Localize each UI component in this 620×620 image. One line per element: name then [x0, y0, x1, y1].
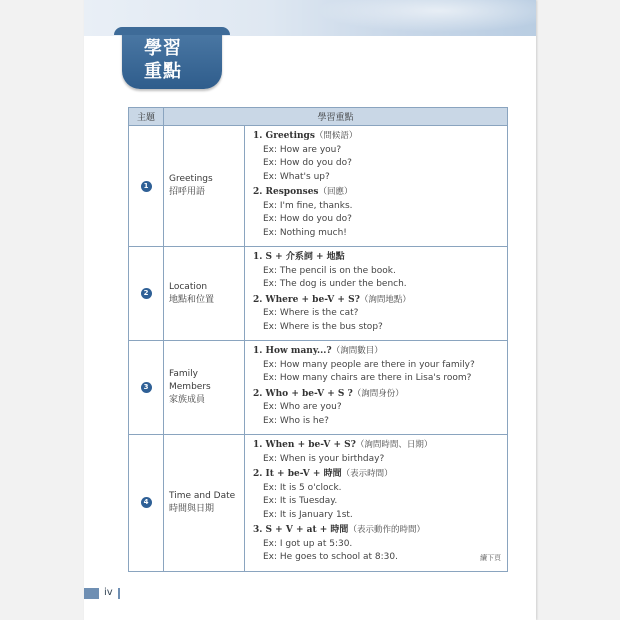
point-heading-text: 2. Responses: [253, 187, 319, 197]
example-sentence: Ex: How many people are there in your family?: [263, 359, 475, 370]
point-heading: [253, 388, 507, 402]
row-number-badge: 4: [141, 497, 152, 508]
point-heading: [253, 345, 507, 359]
example-sentence: Ex: Nothing much!: [263, 227, 347, 238]
point-heading: [253, 468, 507, 482]
header-points: 學習重點: [164, 108, 508, 126]
point-heading-note: （表示時間）: [341, 469, 393, 479]
table-row: [129, 341, 508, 435]
continued-label: 續下頁: [480, 554, 501, 562]
topic-cell: [164, 247, 245, 341]
point-heading-text: 1. Greetings: [253, 131, 315, 141]
topic-line: Time and Date: [169, 490, 236, 501]
point-group: [253, 294, 507, 335]
points-cell: [245, 247, 508, 341]
points-cell: [245, 126, 508, 247]
example-sentence: Ex: He goes to school at 8:30.: [263, 552, 398, 562]
example-sentence: Ex: I got up at 5:30.: [263, 538, 353, 549]
example-sentence: Ex: The dog is under the bench.: [263, 279, 407, 289]
row-number-badge: 1: [141, 181, 152, 192]
page-number: iv: [104, 587, 113, 598]
point-group: [253, 345, 507, 386]
point-heading-note: （表示動作的時間）: [348, 525, 425, 535]
point-heading-text: 2. Who + be-V + S ?: [253, 388, 353, 399]
row-number-cell: [129, 126, 164, 247]
point-heading-text: 3. S + V + at + 時間: [253, 525, 349, 535]
point-heading-text: 1. How many...?: [253, 346, 332, 356]
row-number-badge: 3: [141, 382, 152, 393]
example-sentence: Ex: How many chairs are there in Lisa's room?: [263, 373, 472, 383]
example-sentence: Ex: It is Tuesday.: [263, 496, 338, 506]
point-heading: [253, 130, 507, 144]
point-heading-note: （詢問數目）: [331, 346, 383, 356]
example-sentence: Ex: Who are you?: [263, 402, 342, 412]
point-heading-text: 2. Where + be-V + S?: [253, 294, 360, 305]
point-group: [253, 251, 507, 292]
topic-line: Family: [169, 369, 198, 379]
section-banner: [122, 27, 222, 89]
section-title-line-2: 重點: [144, 61, 182, 82]
footer-bar: [84, 588, 99, 599]
learning-points-table: [128, 107, 508, 572]
point-group: [253, 388, 507, 429]
point-heading-text: 1. When + be-V + S?: [253, 440, 356, 450]
point-heading: [253, 439, 507, 453]
topic-line: 家族成員: [169, 395, 206, 405]
example-sentence: Ex: Where is the cat?: [263, 308, 359, 318]
example-sentence: Ex: When is your birthday?: [263, 453, 385, 464]
table-header-row: [129, 108, 508, 126]
example-sentence: Ex: What's up?: [263, 171, 330, 182]
example-sentence: Ex: I'm fine, thanks.: [263, 200, 353, 211]
point-heading-note: （詢問身份）: [352, 388, 404, 399]
point-heading-text: 1. S + 介系詞 + 地點: [253, 252, 345, 262]
example-sentence: Ex: The pencil is on the book.: [263, 265, 396, 276]
point-group: [253, 439, 507, 466]
topic-line: Members: [169, 382, 211, 392]
points-cell: [245, 435, 508, 572]
table-row: [129, 126, 508, 247]
row-number-cell: [129, 341, 164, 435]
example-sentence: Ex: Who is he?: [263, 415, 329, 426]
point-heading-note: （詢問地點）: [359, 294, 411, 305]
point-group: [253, 130, 507, 184]
topic-cell: [164, 126, 245, 247]
row-number-badge: 2: [141, 288, 152, 299]
example-sentence: Ex: It is 5 o'clock.: [263, 482, 342, 493]
footer-tick: [118, 588, 120, 599]
example-sentence: Ex: It is January 1st.: [263, 509, 353, 520]
page: [84, 0, 536, 620]
point-group: [253, 524, 507, 565]
point-heading-text: 2. It + be-V + 時間: [253, 469, 342, 479]
topic-line: 時間與日期: [169, 503, 215, 514]
example-sentence: Ex: How do you do?: [263, 214, 352, 224]
topic-line: Greetings: [169, 174, 213, 184]
table-row: [129, 435, 508, 572]
topic-line: Location: [169, 281, 208, 292]
point-heading: [253, 524, 507, 538]
header-topic: 主題: [129, 108, 164, 126]
point-heading: [253, 294, 507, 308]
table-row: [129, 247, 508, 341]
example-sentence: Ex: How do you do?: [263, 158, 352, 168]
point-group: [253, 186, 507, 240]
topic-cell: [164, 435, 245, 572]
example-sentence: Ex: How are you?: [263, 144, 342, 155]
row-number-cell: [129, 247, 164, 341]
point-heading-note: （問候語）: [314, 131, 358, 141]
section-title: [144, 37, 204, 83]
point-heading: [253, 186, 507, 200]
topic-line: 地點和位置: [169, 294, 215, 305]
topic-line: 招呼用語: [169, 187, 206, 197]
section-title-line-1: 學習: [144, 38, 182, 59]
example-sentence: Ex: Where is the bus stop?: [263, 321, 383, 332]
topic-cell: [164, 341, 245, 435]
point-heading-note: （詢問時間、日期）: [355, 440, 433, 450]
points-cell: [245, 341, 508, 435]
point-group: [253, 468, 507, 522]
table-body: [129, 126, 508, 572]
point-heading: [253, 251, 507, 265]
row-number-cell: [129, 435, 164, 572]
point-heading-note: （回應）: [318, 187, 353, 197]
